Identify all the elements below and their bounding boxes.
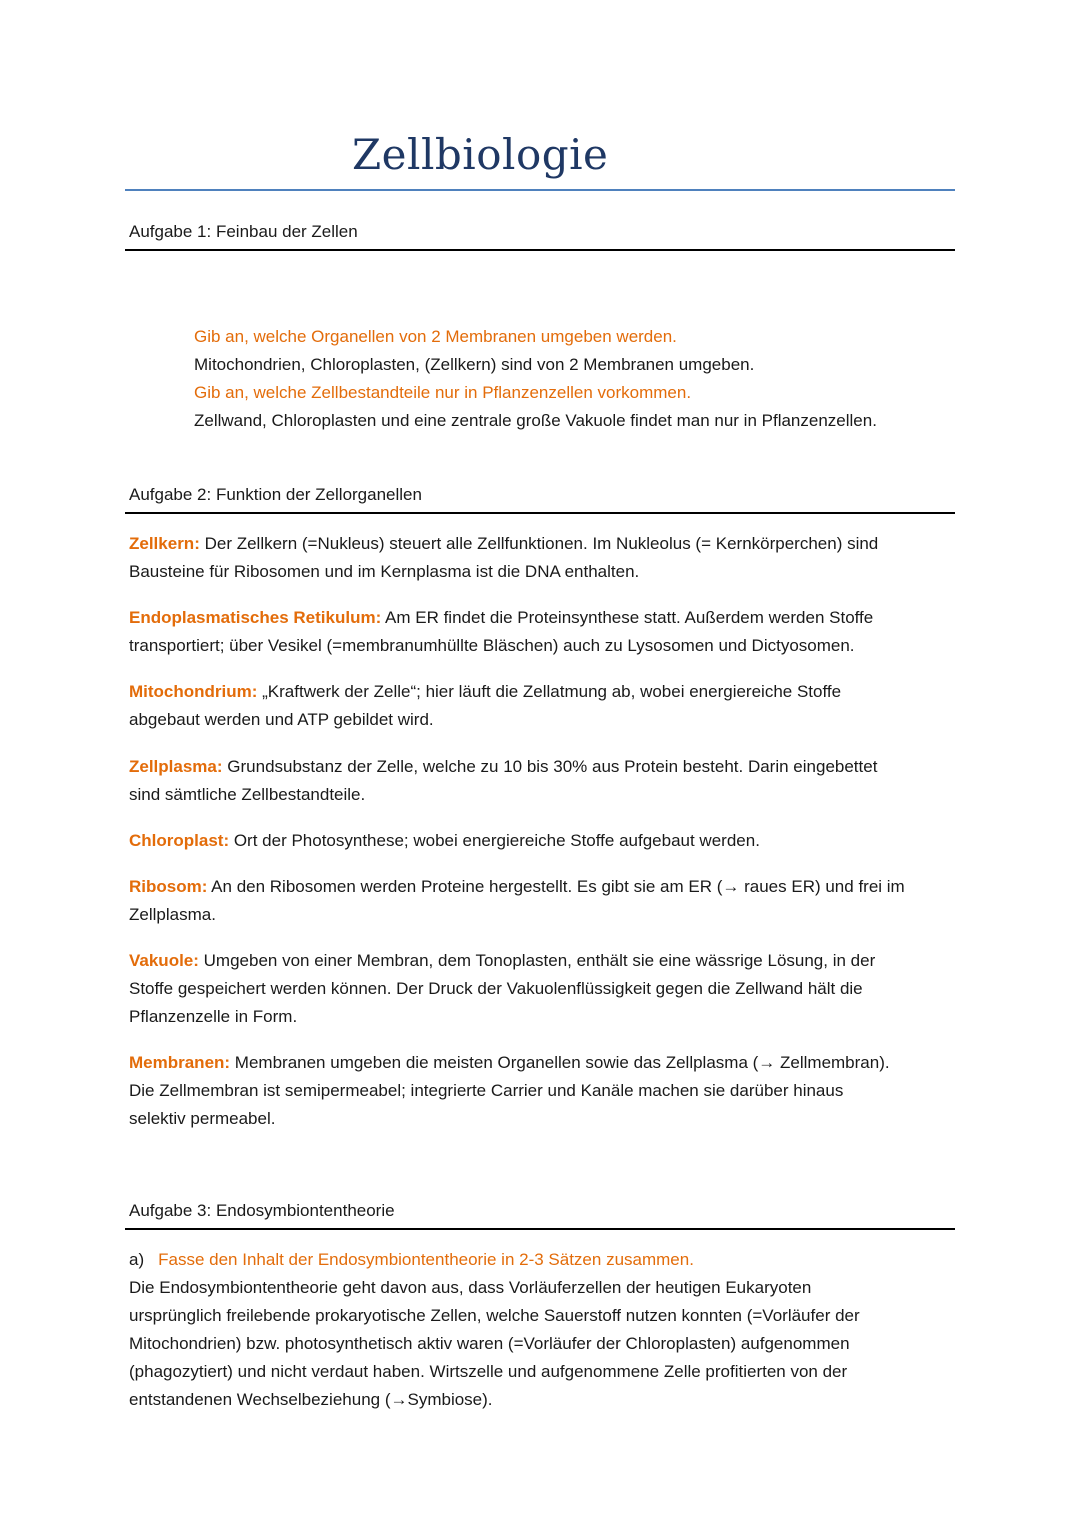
organelle-term: Mitochondrium: — [129, 682, 258, 701]
aufgabe1-answer-1: Mitochondrien, Chloroplasten, (Zellkern) sind von 2 Membranen umgeben. — [194, 355, 755, 374]
answer-line: (phagozytiert) und nicht verdaut haben. Wirtszelle und aufgenommene Zelle profitierten von der — [129, 1362, 848, 1381]
organelle-ribosom — [129, 873, 959, 929]
aufgabe1-question-2: Gib an, welche Zellbestandteile nur in Pflanzenzellen vorkommen. — [194, 383, 692, 402]
organelle-text: Der Zellkern (=Nukleus) steuert alle Zellfunktionen. Im Nukleolus (= Kernkörperchen) sind — [199, 534, 879, 553]
aufgabe3-question — [129, 1246, 694, 1274]
organelle-term: Endoplasmatisches Retikulum: — [129, 608, 382, 627]
answer-line: Die Endosymbiontentheorie geht davon aus, dass Vorläuferzellen der heutigen Eukaryoten — [129, 1278, 812, 1297]
aufgabe1-divider — [125, 249, 955, 251]
organelle-term: Zellplasma: — [129, 757, 223, 776]
organelle-text: transportiert; über Vesikel (=membranumhüllte Bläschen) auch zu Lysosomen und Dictyosomen. — [129, 636, 855, 655]
answer-line: Mitochondrien) bzw. photosynthetisch aktiv waren (=Vorläufer der Chloroplasten) aufgenommen — [129, 1334, 850, 1353]
aufgabe3-divider — [125, 1228, 955, 1230]
organelle-text: sind sämtliche Zellbestandteile. — [129, 785, 366, 804]
organelle-text: Pflanzenzelle in Form. — [129, 1007, 298, 1026]
organelle-term: Chloroplast: — [129, 831, 230, 850]
organelle-text: Zellplasma. — [129, 905, 216, 924]
organelle-text: Ort der Photosynthese; wobei energiereiche Stoffe aufgebaut werden. — [229, 831, 760, 850]
organelle-zellkern — [129, 530, 959, 586]
answer-line: entstandenen Wechselbeziehung (→Symbiose). — [129, 1390, 493, 1409]
aufgabe3-answer — [129, 1274, 959, 1414]
organelle-text: An den Ribosomen werden Proteine hergestellt. Es gibt sie am ER (→ raues ER) und frei im — [207, 877, 905, 896]
aufgabe1-heading: Aufgabe 1: Feinbau der Zellen — [129, 222, 358, 241]
aufgabe3-heading: Aufgabe 3: Endosymbiontentheorie — [129, 1201, 395, 1220]
organelle-mitochondrium — [129, 678, 959, 734]
organelle-er — [129, 604, 959, 660]
organelle-text: Grundsubstanz der Zelle, welche zu 10 bis 30% aus Protein besteht. Darin eingebettet — [222, 757, 878, 776]
organelle-text: selektiv permeabel. — [129, 1109, 276, 1128]
organelle-vakuole — [129, 947, 959, 1031]
organelle-text: Membranen umgeben die meisten Organellen sowie das Zellplasma (→ Zellmembran). — [230, 1053, 890, 1072]
organelle-term: Membranen: — [129, 1053, 231, 1072]
organelle-text: Stoffe gespeichert werden können. Der Druck der Vakuolenflüssigkeit gegen die Zellwand hält die — [129, 979, 863, 998]
answer-line: ursprünglich freilebende prokaryotische Zellen, welche Sauerstoff nutzen konnten (=Vorläufer der — [129, 1306, 860, 1325]
aufgabe1-answer-2: Zellwand, Chloroplasten und eine zentrale große Vakuole findet man nur in Pflanzenzellen. — [194, 411, 877, 430]
title-divider — [125, 189, 955, 191]
organelle-text: Am ER findet die Proteinsynthese statt. Außerdem werden Stoffe — [381, 608, 874, 627]
aufgabe1-question-1: Gib an, welche Organellen von 2 Membranen umgeben werden. — [194, 327, 677, 346]
organelle-membranen — [129, 1049, 959, 1133]
organelle-text: abgebaut werden und ATP gebildet wird. — [129, 710, 434, 729]
aufgabe2-heading: Aufgabe 2: Funktion der Zellorganellen — [129, 485, 422, 504]
organelle-text: „Kraftwerk der Zelle“; hier läuft die Zellatmung ab, wobei energiereiche Stoffe — [257, 682, 842, 701]
organelle-term: Zellkern: — [129, 534, 200, 553]
organelle-text: Die Zellmembran ist semipermeabel; integrierte Carrier und Kanäle machen sie darüber hinaus — [129, 1081, 844, 1100]
organelle-zellplasma — [129, 753, 959, 809]
question-text: Fasse den Inhalt der Endosymbiontentheorie in 2-3 Sätzen zusammen. — [158, 1250, 694, 1269]
organelle-text: Umgeben von einer Membran, dem Tonoplasten, enthält sie eine wässrige Lösung, in der — [198, 951, 876, 970]
organelle-term: Vakuole: — [129, 951, 199, 970]
organelle-term: Ribosom: — [129, 877, 208, 896]
organelle-text: Bausteine für Ribosomen und im Kernplasma ist die DNA enthalten. — [129, 562, 640, 581]
organelle-chloroplast — [129, 827, 959, 855]
aufgabe2-divider — [125, 512, 955, 514]
question-label: a) — [129, 1250, 145, 1269]
page-title: Zellbiologie — [352, 130, 609, 179]
